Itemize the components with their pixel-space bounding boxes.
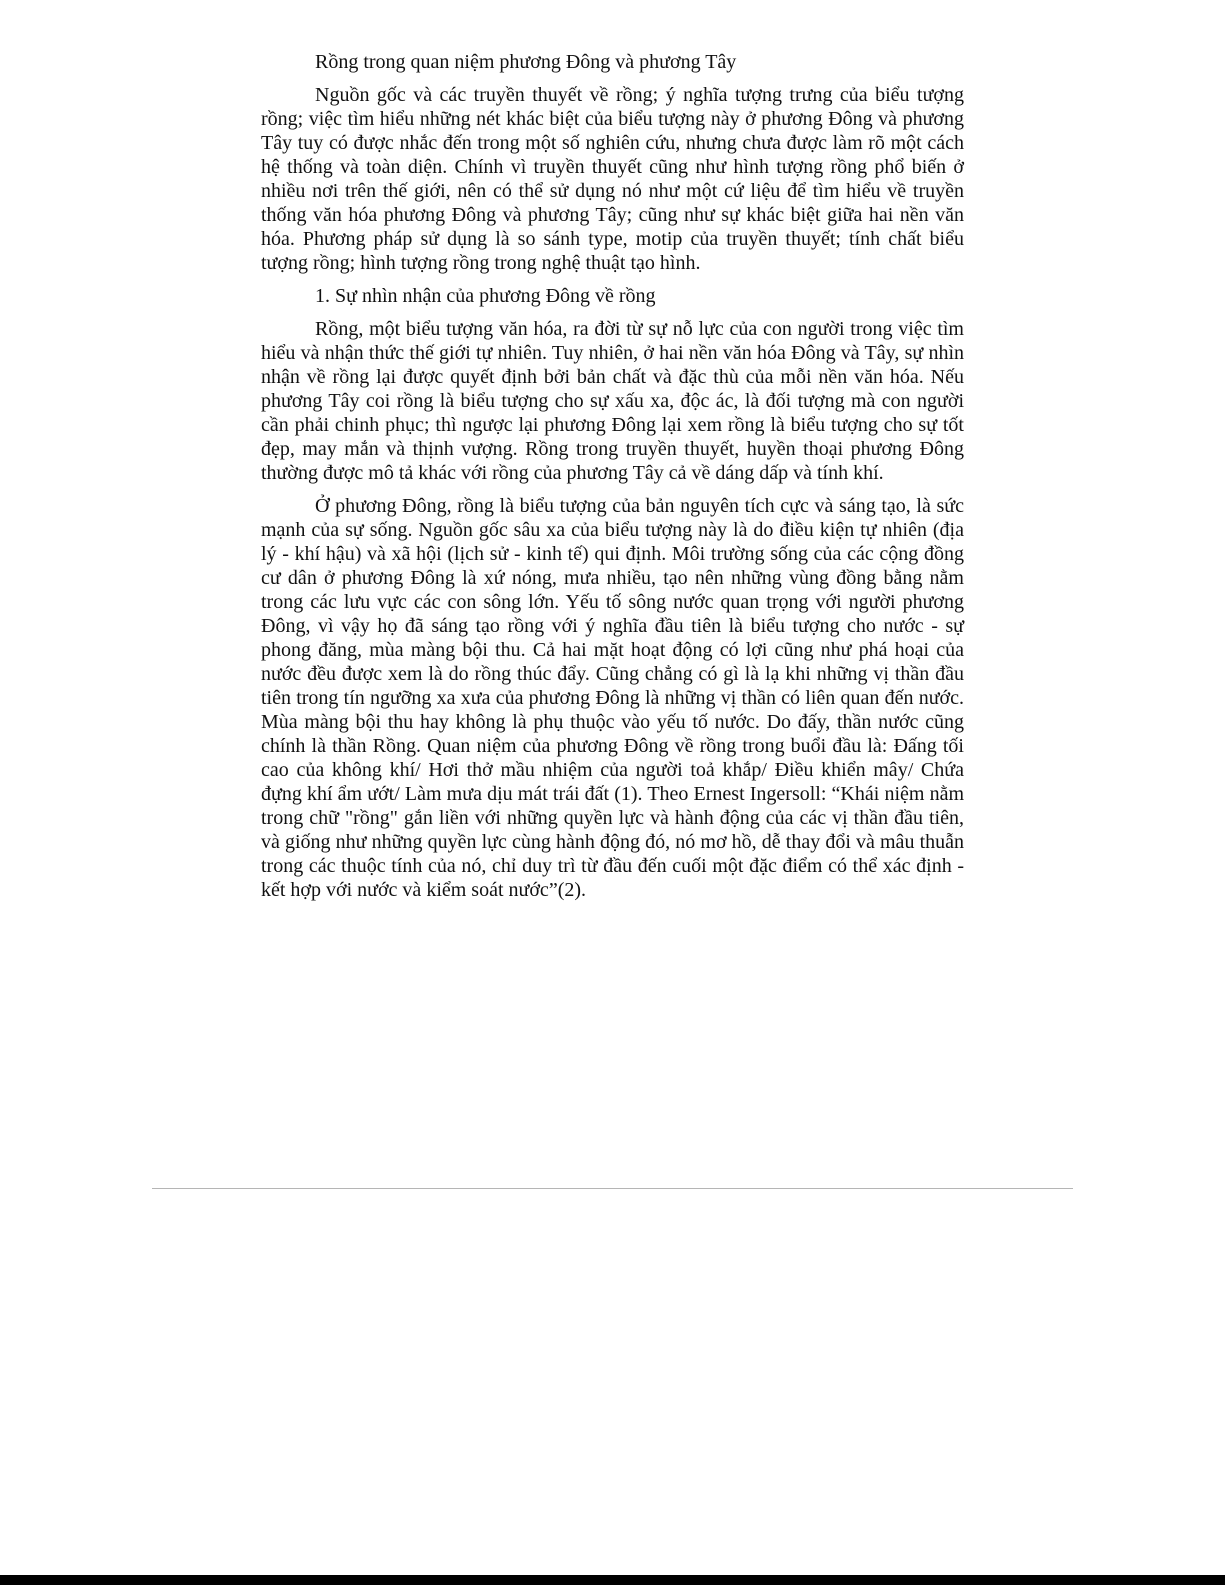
document-title: Rồng trong quan niệm phương Đông và phương Tây — [315, 51, 737, 73]
section-1-heading: 1. Sự nhìn nhận của phương Đông về rồng — [315, 285, 656, 307]
document-body — [261, 50, 964, 911]
bottom-edge-bar — [0, 1575, 1225, 1585]
section-1-paragraph-1: Rồng, một biểu tượng văn hóa, ra đời từ sự nỗ lực của con người trong việc tìm hiểu và nhận thức thế giới tự nhiên. Tuy nhiên, ở hai nền văn hóa Đông và Tây, sự nhìn nhận về rồng lại được quyết định bởi bản chất và đặc thù của mỗi nền văn hóa. Nếu phương Tây coi rồng là biểu tượng cho sự xấu xa, độc ác, là đối tượng mà con người cần phải chinh phục; thì ngược lại phương Đông lại xem rồng là biểu tượng cho sự tốt đẹp, may mắn và thịnh vượng. Rồng trong truyền thuyết, huyền thoại phương Đông thường được mô tả khác với rồng của phương Tây cả về dáng dấp và tính khí. — [261, 318, 964, 484]
page-divider — [152, 1188, 1073, 1189]
intro-paragraph: Nguồn gốc và các truyền thuyết về rồng; ý nghĩa tượng trưng của biểu tượng rồng; việc tìm hiểu những nét khác biệt của biểu tượng này ở phương Đông và phương Tây tuy có được nhắc đến trong một số nghiên cứu, nhưng chưa được làm rõ một cách hệ thống và toàn diện. Chính vì truyền thuyết cũng như hình tượng rồng phổ biến ở nhiều nơi trên thế giới, nên có thể sử dụng nó như một cứ liệu để tìm hiểu về truyền thống văn hóa phương Đông và phương Tây; cũng như sự khác biệt giữa hai nền văn hóa. Phương pháp sử dụng là so sánh type, motip của truyền thuyết; tính chất biểu tượng rồng; hình tượng rồng trong nghệ thuật tạo hình. — [261, 84, 964, 274]
section-1-paragraph-2: Ở phương Đông, rồng là biểu tượng của bản nguyên tích cực và sáng tạo, là sức mạnh của sự sống. Nguồn gốc sâu xa của biểu tượng này là do điều kiện tự nhiên (địa lý - khí hậu) và xã hội (lịch sử - kinh tế) qui định. Môi trường sống của các cộng đồng cư dân ở phương Đông là xứ nóng, mưa nhiều, tạo nên những vùng đồng bằng nằm trong các lưu vực các con sông lớn. Yếu tố sông nước quan trọng với người phương Đông, vì vậy họ đã sáng tạo rồng với ý nghĩa đầu tiên là biểu tượng cho nước - sự phong đăng, mùa màng bội thu. Cả hai mặt hoạt động có lợi cũng như phá hoại của nước đều được xem là do rồng thúc đẩy. Cũng chẳng có gì là lạ khi những vị thần đầu tiên trong tín ngưỡng xa xưa của phương Đông là những vị thần có liên quan đến nước. Mùa màng bội thu hay không là phụ thuộc vào yếu tố nước. Do đấy, thần nước cũng chính là thần Rồng. Quan niệm của phương Đông về rồng trong buổi đầu là: Đấng tối cao của không khí/ Hơi thở mầu nhiệm của người toả khắp/ Điều khiển mây/ Chứa đựng khí ẩm ướt/ Làm mưa dịu mát trái đất (1). Theo Ernest Ingersoll: “Khái niệm nằm trong chữ "rồng" gắn liền với những quyền lực và hành động của các vị thần đầu tiên, và giống như những quyền lực cùng hành động đó, nó mơ hồ, dễ thay đổi và mâu thuẫn trong các thuộc tính của nó, chỉ duy trì từ đầu đến cuối một đặc điểm có thể xác định - kết hợp với nước và kiểm soát nước”(2). — [261, 495, 964, 901]
